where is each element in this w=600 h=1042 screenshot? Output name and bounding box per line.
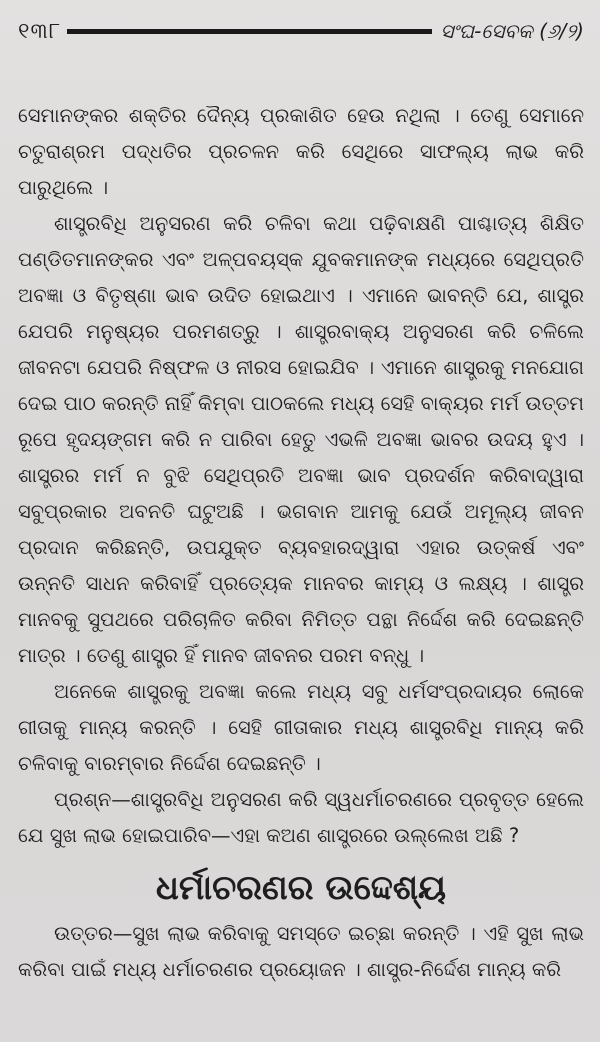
question-paragraph: ପ୍ରଶ୍ନ—ଶାସ୍ତ୍ରବିଧି ଅନୁସରଣ କରି ସ୍ୱଧର୍ମାଚରଣରେ ପ୍ରବୃତ୍ତ ହେଲେ ଯେ ସୁଖ ଲାଭ ହୋଇପାରିବ—ଏହା କଅଣ ଶାସ୍ତ୍ରରେ ଉଲ୍ଲେଖ ଅଛି ? bbox=[18, 788, 584, 847]
paragraph: ସେମାନଙ୍କର ଶକ୍ତିର ଦୈନ୍ୟ ପ୍ରକାଶିତ ହେଉ ନଥିଲା । ତେଣୁ ସେମାନେ ଚତୁରାଶ୍ରମ ପଦ୍ଧତିର ପ୍ରଚଳନ କରି ସେଥିରେ ସାଫଲ୍ୟ ଲାଭ କରି ପାରୁଥିଲେ । bbox=[18, 104, 584, 199]
page-header bbox=[18, 14, 584, 48]
paragraph: ଅନେକେ ଶାସ୍ତ୍ରକୁ ଅବଜ୍ଞା କଲେ ମଧ୍ୟ ସବୁ ଧର୍ମସଂପ୍ରଦାୟର ଲୋକେ ଗୀତାକୁ ମାନ୍ୟ କରନ୍ତି । ସେହି ଗୀତାକାର ମଧ୍ୟ ଶାସ୍ତ୍ରବିଧି ମାନ୍ୟ କରି ଚଳିବାକୁ ବାରମ୍ବାର ନିର୍ଦ୍ଦେଶ ଦେଇଛନ୍ତି । bbox=[18, 680, 584, 775]
header-rule bbox=[67, 29, 432, 34]
body-text bbox=[18, 98, 584, 988]
page-number: ୧୩୮ bbox=[18, 18, 62, 44]
section-heading: ଧର୍ମାଚରଣର ଉଦ୍ଦେଶ୍ୟ bbox=[155, 868, 447, 908]
paragraph: ଶାସ୍ତ୍ରବିଧି ଅନୁସରଣ କରି ଚଳିବା କଥା ପଢ଼ିବାକ୍ଷଣି ପାଶ୍ଚାତ୍ୟ ଶିକ୍ଷିତ ପଣ୍ଡିତମାନଙ୍କର ଏବଂ ଅଳ୍ପବୟସ୍କ ଯୁବକମାନଙ୍କ ମଧ୍ୟରେ ସେଥିପ୍ରତି ଅବଜ୍ଞା ଓ ବିତୃଷ୍ଣା ଭାବ ଉଦିତ ହୋଇଥାଏ । ଏମାନେ ଭାବନ୍ତି ଯେ, ଶାସ୍ତ୍ର ଯେପରି ମନୁଷ୍ୟର ପରମଶତ୍ରୁ । ଶାସ୍ତ୍ରବାକ୍ୟ ଅନୁସରଣ କରି ଚଳିଲେ ଜୀବନଟା ଯେପରି ନିଷ୍ଫଳ ଓ ନୀରସ ହୋଇଯିବ । ଏମାନେ ଶାସ୍ତ୍ରକୁ ମନଯୋଗ ଦେଇ ପାଠ କରନ୍ତି ନାହିଁ କିମ୍ବା ପାଠକଲେ ମଧ୍ୟ ସେହି ବାକ୍ୟର ମର୍ମ ଉତ୍ତମ ରୂପେ ହୃଦୟଙ୍ଗମ କରି ନ ପାରିବା ହେତୁ ଏଭଳି ଅବଜ୍ଞା ଭାବର ଉଦୟ ହୁଏ । ଶାସ୍ତ୍ରର ମର୍ମ ନ ବୁଝି ସେଥିପ୍ରତି ଅବଜ୍ଞା ଭାବ ପ୍ରଦର୍ଶନ କରିବାଦ୍ୱାରା ସବୁପ୍ରକାର ଅବନତି ଘଟୁଅଛି । ଭଗବାନ ଆମକୁ ଯେଉଁ ଅମୂଲ୍ୟ ଜୀବନ ପ୍ରଦାନ କରିଛନ୍ତି, ଉପଯୁକ୍ତ ବ୍ୟବହାରଦ୍ୱାରା ଏହାର ଉତ୍କର୍ଷ ଏବଂ ଉନ୍ନତି ସାଧନ କରିବାହିଁ ପ୍ରତ୍ୟେକ ମାନବର କାମ୍ୟ ଓ ଲକ୍ଷ୍ୟ । ଶାସ୍ତ୍ର ମାନବକୁ ସୁପଥରେ ପରିଚାଳିତ କରିବା ନିମିତ୍ତ ପନ୍ଥା ନିର୍ଦ୍ଦେଶ କରି ଦେଇଛନ୍ତି ମାତ୍ର । ତେଣୁ ଶାସ୍ତ୍ର ହିଁ ମାନବ ଜୀବନର ପରମ ବନ୍ଧୁ । bbox=[18, 212, 584, 667]
running-title: ସଂଘ-ସେବକ (୬/୨) bbox=[440, 19, 584, 43]
answer-paragraph: ଉତ୍ତର—ସୁଖ ଲାଭ କରିବାକୁ ସମସ୍ତେ ଇଚ୍ଛା କରନ୍ତି । ଏହି ସୁଖ ଲାଭ କରିବା ପାଇଁ ମଧ୍ୟ ଧର୍ମାଚରଣର ପ୍ରୟୋଜନ । ଶାସ୍ତ୍ର-ନିର୍ଦ୍ଦେଶ ମାନ୍ୟ କରି bbox=[18, 922, 584, 981]
